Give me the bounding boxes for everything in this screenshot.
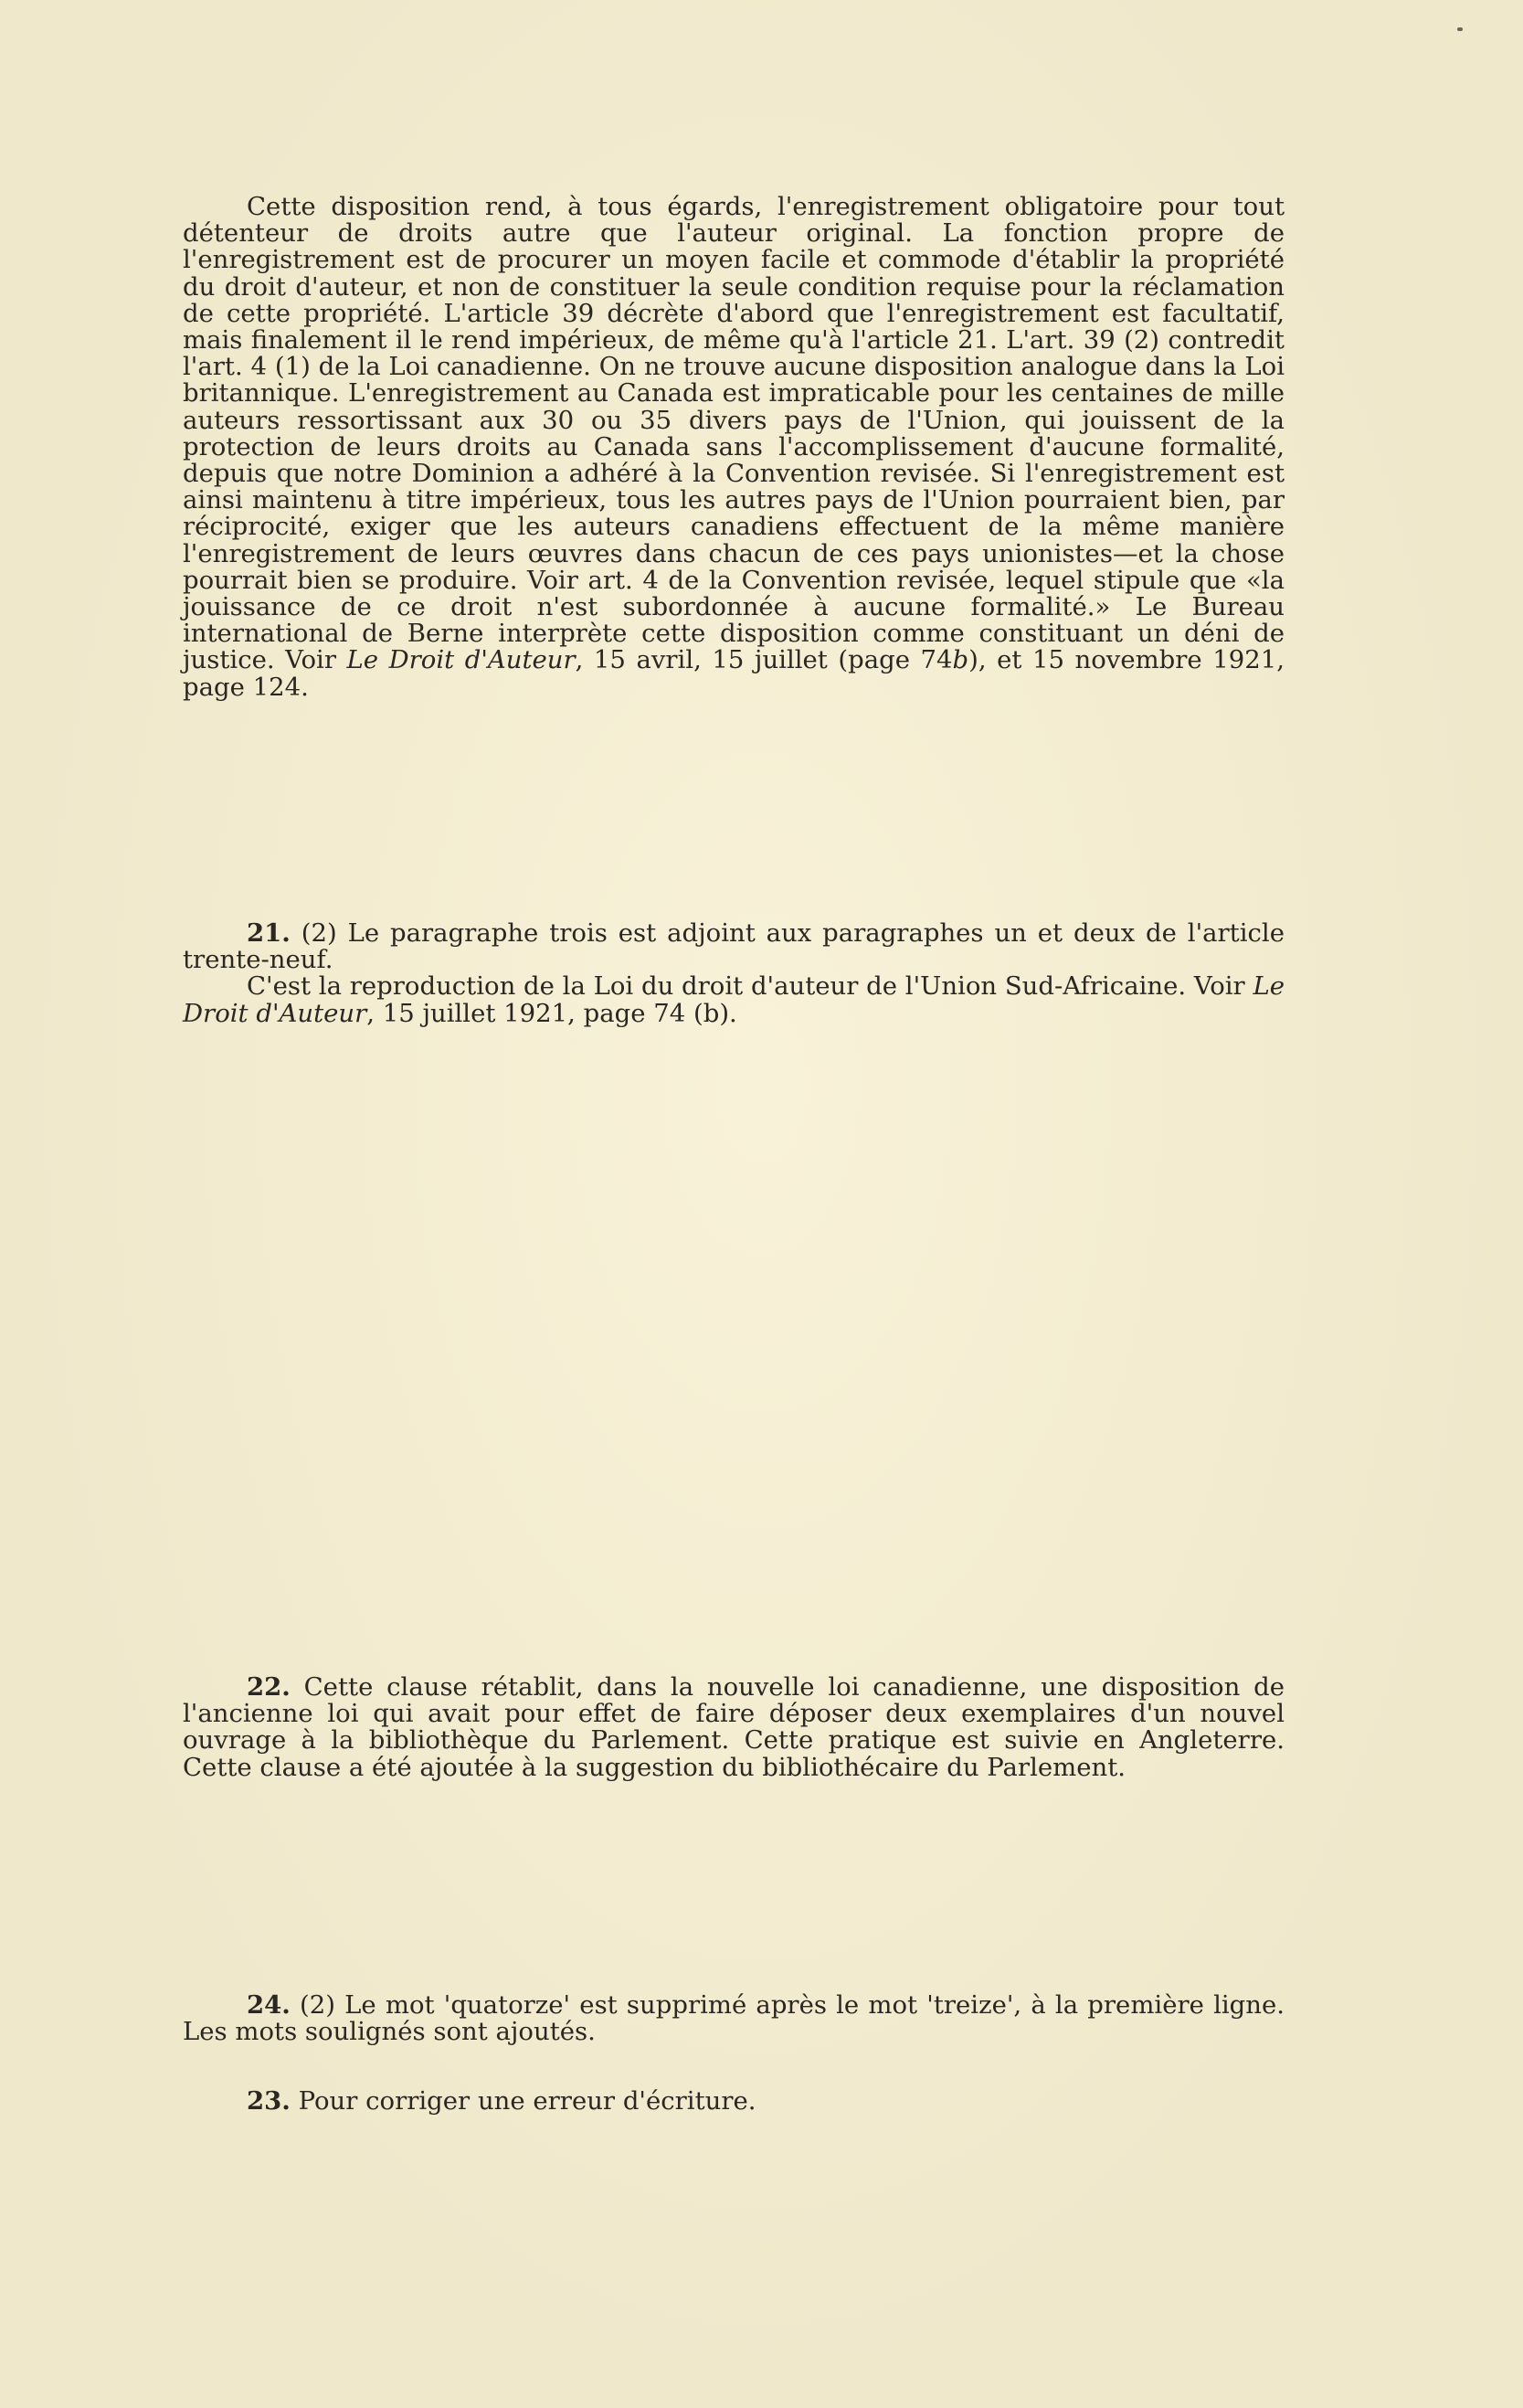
note-21-text: (2) Le paragraphe trois est adjoint aux paragraphes un et deux de l'article trente-neuf. <box>183 918 1285 975</box>
note-23-number: 23. <box>247 2086 291 2116</box>
note-22-number: 22. <box>247 1672 291 1702</box>
note-21-reference-end: , 15 juillet 1921, page 74 (b). <box>366 998 737 1028</box>
note-22-text: Cette clause rétablit, dans la nouvelle loi canadienne, une disposition de l'ancienne loi qui avait pour effet de faire déposer deux exemplaires d'un nouvel ouvrage à la bibliothèque du Parlement. Cette pratique est suivie en Angleterre. Cette clause a été ajoutée à la suggestion du bibliothécaire du Parlement. <box>183 1672 1285 1782</box>
note-20-text: Cette disposition rend, à tous égards, l'enregistrement obligatoire pour tout détenteur de droits autre que l'auteur original. La fonction propre de l'enregistrement est de procurer un moyen facile et commode d'établir la propriété du droit d'auteur, et non de constituer la seule condition requise pour la réclamation de cette propriété. L'article 39 décrète d'abord que l'enregistrement est facultatif, mais finalement il le rend impérieux, de même qu'à l'article 21. L'art. 39 (2) contredit l'art. 4 (1) de la Loi canadienne. On ne trouve aucune disposition analogue dans la Loi britannique. L'enregistrement au Canada est impraticable pour les centaines de mille auteurs ressortissant aux 30 ou 35 divers pays de l'Union, qui jouissent de la protection de leurs droits au Canada sans l'accomplissement d'aucune formalité, depuis que notre Dominion a adhéré à la Convention revisée. Si l'enregistrement est ainsi maintenu à titre impérieux, tous les autres pays de l'Union pourraient bien, par réciprocité, exiger que les auteurs canadiens effectuent de la même manière l'enregistrement de leurs œuvres dans chacun de ces pays unionistes—et la chose pourrait bien se produire. Voir art. 4 de la Convention revisée, lequel stipule que «la jouissance de ce droit n'est subordonnée à aucune formalité.» Le Bureau international de Berne interprète cette disposition comme constituant un déni de justice. Voir <box>183 192 1285 675</box>
note-23-text: Pour corriger une erreur d'écriture. <box>290 2086 756 2116</box>
note-20-paragraph <box>183 194 1285 701</box>
note-22-block <box>183 1674 1285 1781</box>
note-21-second-text: C'est la reproduction de la Loi du droit d'auteur de l'Union Sud-Africaine. Voir <box>247 971 1253 1002</box>
note-23-paragraph <box>183 2088 1285 2115</box>
note-20-reference-end: ), et 15 novembre 1921, page 124. <box>183 645 1285 702</box>
note-20-block <box>183 194 1285 701</box>
note-21-reference-title: Le Droit d'Auteur <box>183 971 1285 1028</box>
note-20-reference-dates: , 15 avril, 15 juillet (page 74 <box>575 645 953 675</box>
note-24-number: 24. <box>247 1990 291 2020</box>
note-24-text: (2) Le mot 'quatorze' est supprimé après le mot 'treize', à la première ligne. Les mots soulignés sont ajoutés. <box>183 1990 1285 2047</box>
note-24-paragraph <box>183 1992 1285 2045</box>
note-22-paragraph <box>183 1674 1285 1781</box>
note-21-paragraph <box>183 920 1285 973</box>
note-24-block <box>183 1992 1285 2045</box>
note-23-paragraph-host <box>183 2088 1285 2115</box>
note-20-reference-page-suffix: b <box>952 645 969 675</box>
note-21-block <box>183 920 1285 1027</box>
note-21-second-paragraph <box>183 973 1285 1026</box>
note-21-number: 21. <box>247 918 291 948</box>
note-20-reference-title: Le Droit d'Auteur <box>346 645 576 675</box>
scan-speck <box>1457 27 1463 31</box>
